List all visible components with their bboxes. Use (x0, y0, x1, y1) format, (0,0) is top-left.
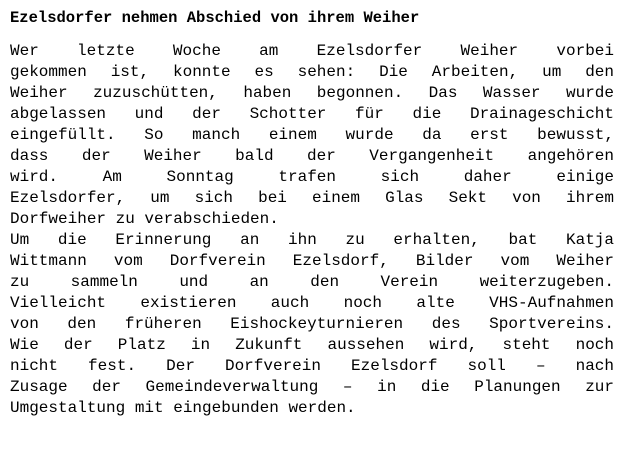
body-line: Dorfweiher zu verabschieden. (10, 210, 279, 228)
article-title: Ezelsdorfer nehmen Abschied von ihrem Weiher (10, 9, 420, 27)
body-line: Um die Erinnerung an ihn zu erhalten, bat Katja (10, 231, 614, 249)
body-line: von den früheren Eishockeyturnieren des Sportvereins. (10, 315, 614, 333)
body-line: wird. Am Sonntag trafen sich daher einige (10, 168, 614, 186)
body-line: nicht fest. Der Dorfverein Ezelsdorf soll – nach (10, 357, 614, 375)
body-line: Weiher zuzuschütten, haben begonnen. Das Wasser wurde (10, 84, 614, 102)
body-line: Wer letzte Woche am Ezelsdorfer Weiher vorbei (10, 42, 614, 60)
body-line: gekommen ist, konnte es sehen: Die Arbeiten, um den (10, 63, 614, 81)
body-line: eingefüllt. So manch einem wurde da erst bewusst, (10, 126, 614, 144)
body-line: Ezelsdorfer, um sich bei einem Glas Sekt von ihrem (10, 189, 614, 207)
body-line: abgelassen und der Schotter für die Drainageschicht (10, 105, 614, 123)
body-line: Vielleicht existieren auch noch alte VHS-Aufnahmen (10, 294, 614, 312)
body-line: Wie der Platz in Zukunft aussehen wird, steht noch (10, 336, 614, 354)
body-line: Wittmann vom Dorfverein Ezelsdorf, Bilder vom Weiher (10, 252, 614, 270)
body-line: dass der Weiher bald der Vergangenheit angehören (10, 147, 614, 165)
article (10, 8, 614, 419)
body-line: zu sammeln und an den Verein weiterzugeben. (10, 273, 614, 291)
body-line: Umgestaltung mit eingebunden werden. (10, 399, 356, 417)
body-line: Zusage der Gemeindeverwaltung – in die Planungen zur (10, 378, 614, 396)
article-body (10, 41, 614, 419)
